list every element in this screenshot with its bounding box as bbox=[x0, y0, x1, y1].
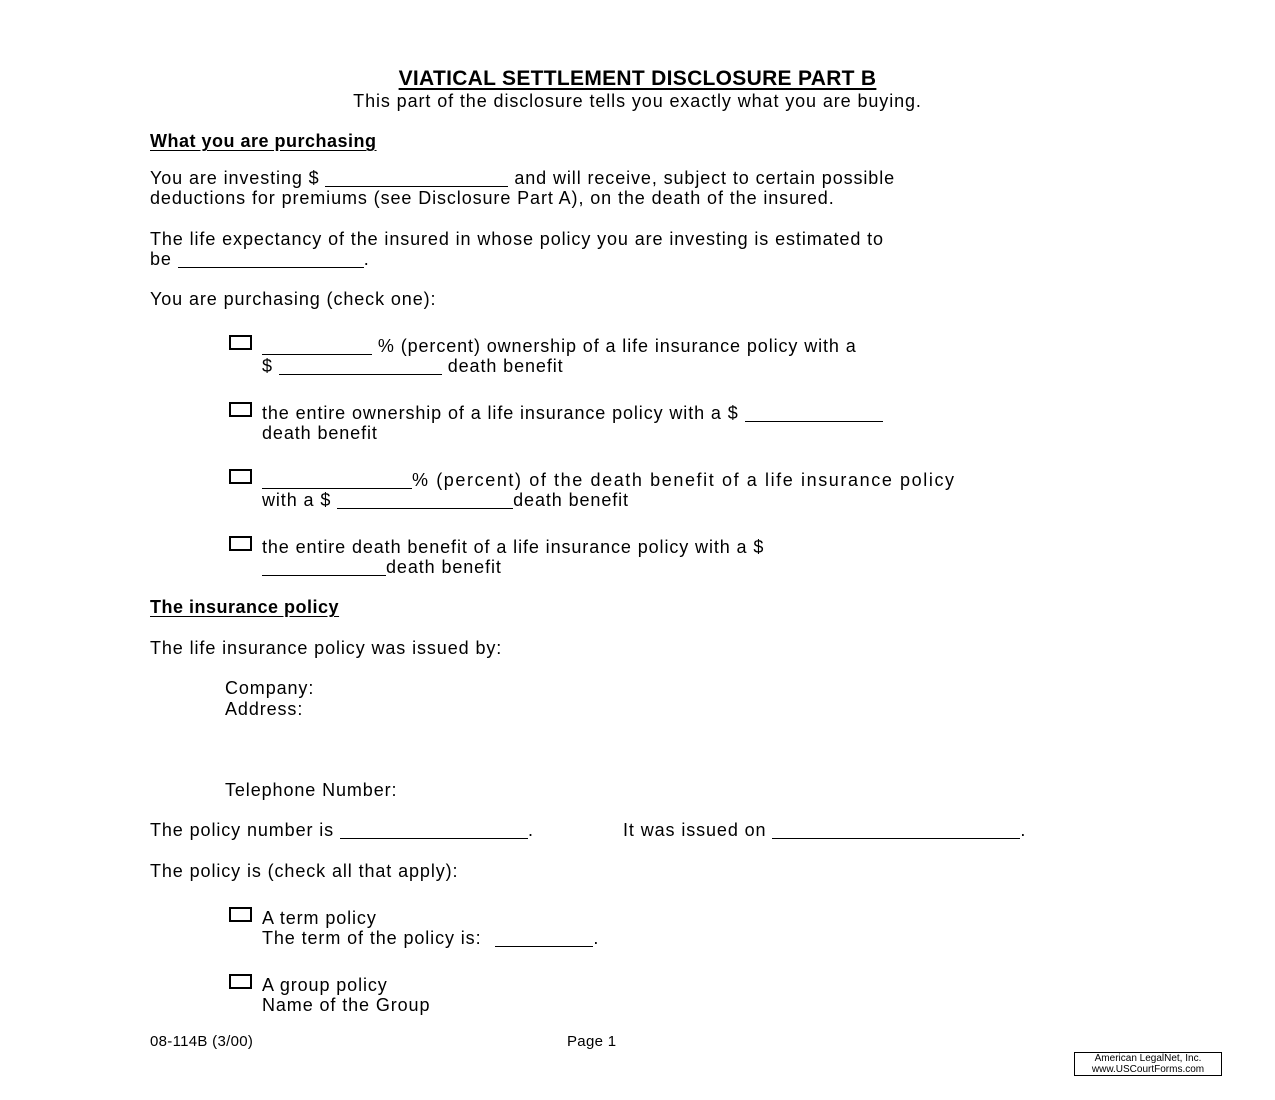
term-policy-label: A term policy bbox=[262, 908, 377, 928]
life-expectancy-line: The life expectancy of the insured in whose policy you are investing is estimated to bbox=[150, 229, 884, 249]
issued-on-date-field[interactable] bbox=[772, 822, 1020, 839]
ownership-death-benefit-field[interactable] bbox=[279, 358, 442, 375]
company-label: Company: bbox=[225, 678, 315, 698]
option-percent-ownership-line1: % (percent) ownership of a life insurance policy with a bbox=[262, 336, 857, 356]
group-policy-label: A group policy bbox=[262, 975, 388, 995]
section-heading-purchasing: What you are purchasing bbox=[150, 131, 377, 151]
stamp-line-2: www.USCourtForms.com bbox=[1091, 1064, 1205, 1075]
option-percent-ownership-line2: $ death benefit bbox=[262, 356, 564, 376]
option-entire-death-benefit-checkbox[interactable] bbox=[229, 536, 252, 551]
option-entire-death-benefit-line2: death benefit bbox=[262, 557, 502, 577]
policy-number-field[interactable] bbox=[340, 822, 528, 839]
option-percent-death-benefit-checkbox[interactable] bbox=[229, 469, 252, 484]
life-expectancy-field[interactable] bbox=[178, 251, 364, 268]
option-entire-death-benefit-line1: the entire death benefit of a life insurance policy with a $ bbox=[262, 537, 765, 557]
investment-amount-field[interactable] bbox=[325, 170, 508, 187]
group-name-label: Name of the Group bbox=[262, 995, 431, 1015]
investing-line-2: deductions for premiums (see Disclosure Part A), on the death of the insured. bbox=[150, 188, 835, 208]
death-benefit-percent-field[interactable] bbox=[262, 472, 412, 489]
issued-on-line: It was issued on . bbox=[623, 820, 1027, 840]
check-all-label: The policy is (check all that apply): bbox=[150, 861, 459, 881]
option-percent-ownership-checkbox[interactable] bbox=[229, 335, 252, 350]
page-title: VIATICAL SETTLEMENT DISCLOSURE PART B bbox=[398, 67, 877, 90]
section-heading-insurance-policy: The insurance policy bbox=[150, 597, 340, 617]
stamp-line-1: American LegalNet, Inc. bbox=[1094, 1053, 1202, 1064]
option-percent-death-benefit-line2: with a $ death benefit bbox=[262, 490, 629, 510]
check-one-label: You are purchasing (check one): bbox=[150, 289, 437, 309]
address-label: Address: bbox=[225, 699, 304, 719]
option-entire-ownership-checkbox[interactable] bbox=[229, 402, 252, 417]
page-number: Page 1 bbox=[567, 1033, 617, 1050]
entire-ownership-death-benefit-field[interactable] bbox=[745, 405, 883, 422]
form-number: 08-114B (3/00) bbox=[150, 1033, 254, 1050]
term-detail-line: The term of the policy is: . bbox=[262, 928, 600, 948]
page-subtitle: This part of the disclosure tells you exactly what you are buying. bbox=[353, 91, 922, 111]
term-policy-checkbox[interactable] bbox=[229, 907, 252, 922]
life-expectancy-line-2: be . bbox=[150, 249, 370, 269]
issued-by-label: The life insurance policy was issued by: bbox=[150, 638, 503, 658]
entire-death-benefit-amount-field[interactable] bbox=[262, 559, 386, 576]
option-entire-ownership-line2: death benefit bbox=[262, 423, 378, 443]
policy-number-line: The policy number is . bbox=[150, 820, 534, 840]
policy-term-field[interactable] bbox=[495, 930, 593, 947]
ownership-percent-field[interactable] bbox=[262, 338, 372, 355]
investing-line: You are investing $ and will receive, subject to certain possible bbox=[150, 168, 896, 188]
publisher-stamp bbox=[1074, 1052, 1222, 1076]
percent-death-benefit-amount-field[interactable] bbox=[337, 492, 513, 509]
option-percent-death-benefit-line1: % (percent) of the death benefit of a life insurance policy bbox=[262, 470, 956, 490]
option-entire-ownership-line1: the entire ownership of a life insurance policy with a $ bbox=[262, 403, 883, 423]
group-policy-checkbox[interactable] bbox=[229, 974, 252, 989]
telephone-label: Telephone Number: bbox=[225, 780, 398, 800]
